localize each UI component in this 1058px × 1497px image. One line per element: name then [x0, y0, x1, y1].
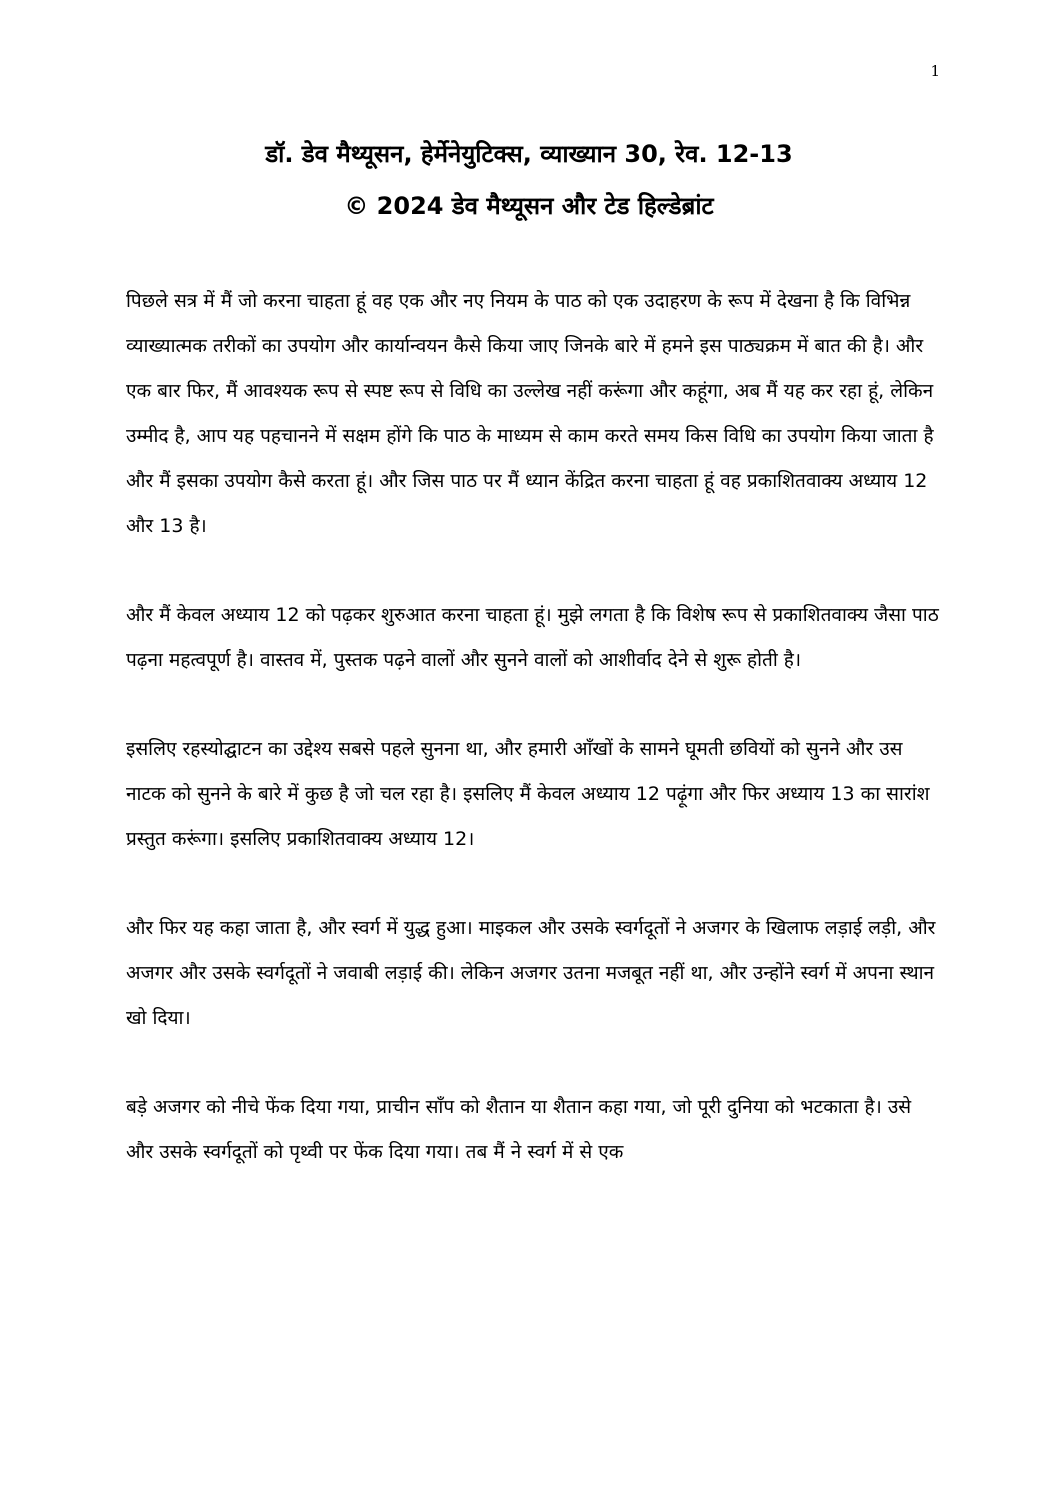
title-line-lecture: डॉ. डेव मैथ्यूसन, हेर्मेनेयुटिक्स, व्याख्यान 30, रेव. 12-13 [265, 140, 793, 168]
paragraph: और फिर यह कहा जाता है, और स्वर्ग में युद्ध हुआ। माइकल और उसके स्वर्गदूतों ने अजगर के खिलाफ लड़ाई लड़ी, और अजगर और उसके स्वर्गदूतों ने जवाबी लड़ाई की। लेकिन अजगर उतना मजबूत नहीं था, और उन्होंने स्वर्ग में अपना स्थान खो दिया। [126, 917, 936, 1029]
paragraph: इसलिए रहस्योद्घाटन का उद्देश्य सबसे पहले सुनना था, और हमारी आँखों के सामने घूमती छवियों को सुनने और उस नाटक को सुनने के बारे में कुछ है जो चल रहा है। इसलिए मैं केवल अध्याय 12 पढ़ूंगा और फिर अध्याय 13 का सारांश प्रस्तुत करूंगा। इसलिए प्रकाशितवाक्य अध्याय 12। [126, 738, 930, 850]
page-number: 1 [930, 62, 940, 80]
document-body [126, 279, 944, 1175]
paragraph: पिछले सत्र में मैं जो करना चाहता हूं वह एक और नए नियम के पाठ को एक उदाहरण के रूप में देखना है कि विभिन्न व्याख्यात्मक तरीकों का उपयोग और कार्यान्वयन कैसे किया जाए जिनके बारे में हमने इस पाठ्यक्रम में बात की है। और एक बार फिर, मैं आवश्यक रूप से स्पष्ट रूप से विधि का उल्लेख नहीं करूंगा और कहूंगा, अब मैं यह कर रहा हूं, लेकिन उम्मीद है, आप यह पहचानने में सक्षम होंगे कि पाठ के माध्यम से काम करते समय किस विधि का उपयोग किया जाता है और मैं इसका उपयोग कैसे करता हूं। और जिस पाठ पर मैं ध्यान केंद्रित करना चाहता हूं वह प्रकाशितवाक्य अध्याय 12 और 13 है। [126, 290, 934, 537]
title-line-copyright: © 2024 डेव मैथ्यूसन और टेड हिल्डेब्रांट [344, 192, 714, 220]
paragraph: और मैं केवल अध्याय 12 को पढ़कर शुरुआत करना चाहता हूं। मुझे लगता है कि विशेष रूप से प्रकाशितवाक्य जैसा पाठ पढ़ना महत्वपूर्ण है। वास्तव में, पुस्तक पढ़ने वालों और सुनने वालों को आशीर्वाद देने से शुरू होती है। [126, 604, 939, 671]
document-title [100, 128, 958, 232]
paragraph: बड़े अजगर को नीचे फेंक दिया गया, प्राचीन साँप को शैतान या शैतान कहा गया, जो पूरी दुनिया को भटकाता है। उसे और उसके स्वर्गदूतों को पृथ्वी पर फेंक दिया गया। तब मैं ने स्वर्ग में से एक [126, 1096, 912, 1163]
